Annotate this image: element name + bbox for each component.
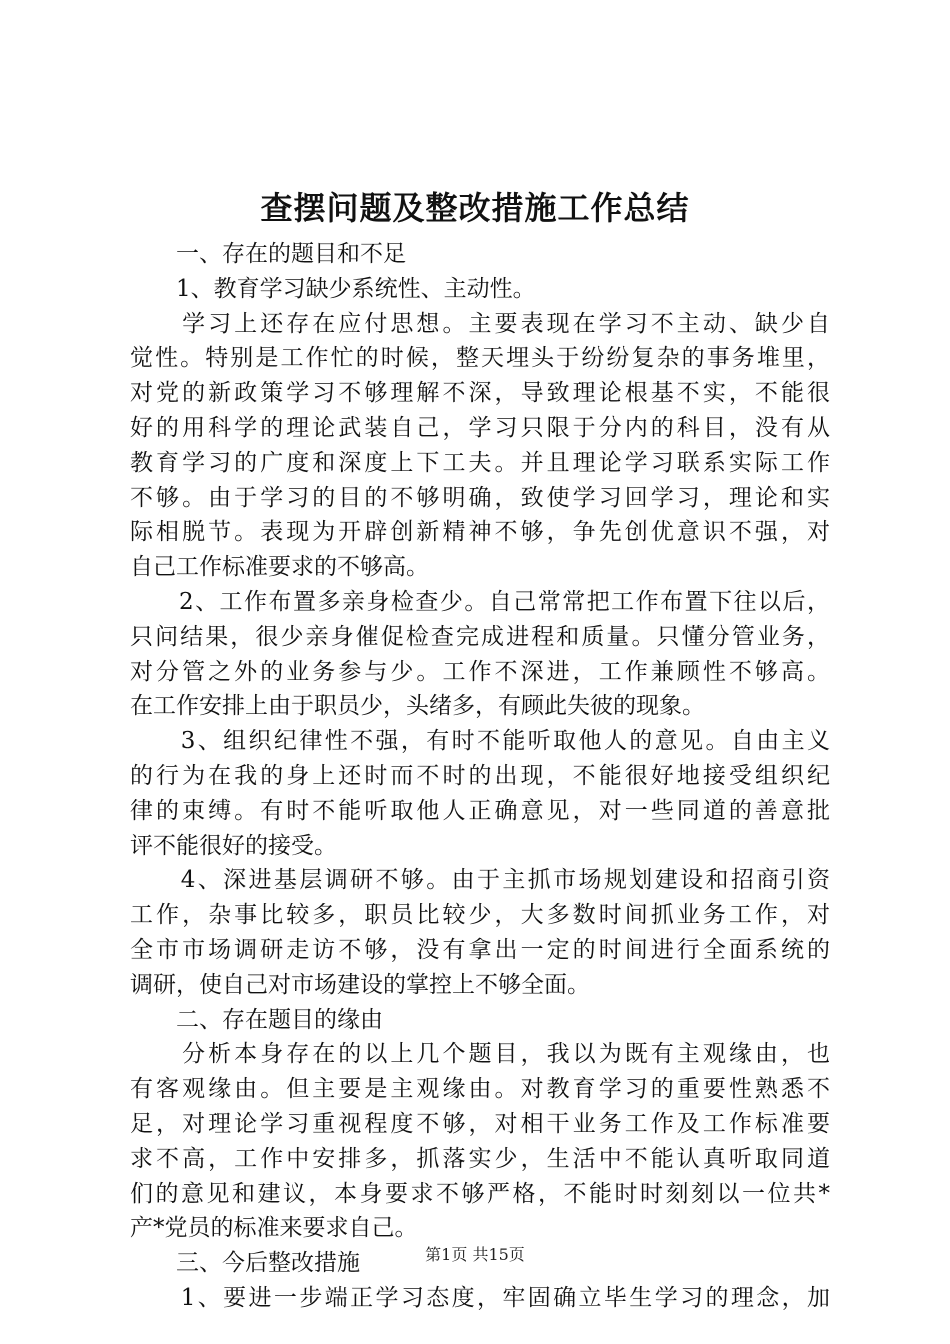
text-line: 产*党员的标准来要求自己。 (130, 1215, 418, 1242)
text-line: 律的束缚。有时不能听取他人正确意见，对一些同道的善意批 (130, 797, 830, 824)
text-line: 觉性。特别是工作忙的时候，整天埋头于纷纷复杂的事务堆里， (130, 345, 830, 372)
text-line: 三、今后整改措施 (130, 1250, 360, 1277)
text-line: 自己工作标准要求的不够高。 (130, 554, 429, 581)
text-line: 全市市场调研走访不够，没有拿出一定的时间进行全面系统的 (130, 936, 830, 963)
text-line: 2、工作布置多亲身检查少。自己常常把工作布置下往以后， (130, 588, 830, 615)
text-line: 在工作安排上由于职员少，头绪多，有顾此失彼的现象。 (130, 693, 705, 720)
text-line: 对党的新政策学习不够理解不深，导致理论根基不实，不能很 (130, 380, 830, 407)
text-line: 求不高，工作中安排多，抓落实少，生活中不能认真听取同道 (130, 1145, 830, 1172)
document-body (130, 237, 830, 1316)
text-line: 评不能很好的接受。 (130, 832, 337, 859)
text-line: 足，对理论学习重视程度不够，对相干业务工作及工作标准要 (130, 1110, 830, 1137)
text-line: 工作，杂事比较多，职员比较少，大多数时间抓业务工作，对 (130, 902, 830, 929)
text-line: 学习上还存在应付思想。主要表现在学习不主动、缺少自 (130, 310, 830, 337)
text-line: 对分管之外的业务参与少。工作不深进，工作兼顾性不够高。 (130, 658, 830, 685)
text-line: 有客观缘由。但主要是主观缘由。对教育学习的重要性熟悉不 (130, 1076, 830, 1103)
page-footer: 第1页 共15页 (425, 1245, 525, 1264)
text-line: 二、存在题目的缘由 (130, 1006, 383, 1033)
text-line: 们的意见和建议，本身要求不够严格，不能时时刻刻以一位共* (130, 1180, 830, 1207)
text-line: 好的用科学的理论武装自己，学习只限于分内的科目，没有从 (130, 414, 830, 441)
text-line: 不够。由于学习的目的不够明确，致使学习回学习，理论和实 (130, 484, 830, 511)
text-line: 3、组织纪律性不强，有时不能听取他人的意见。自由主义 (130, 728, 830, 755)
text-line: 只问结果，很少亲身催促检查完成进程和质量。只懂分管业务， (130, 623, 830, 650)
text-line: 调研，使自己对市场建设的掌控上不够全面。 (130, 971, 590, 998)
text-line: 分析本身存在的以上几个题目，我以为既有主观缘由，也 (130, 1041, 830, 1068)
text-line: 1、要进一步端正学习态度，牢固确立毕生学习的理念，加 (130, 1284, 830, 1311)
text-line: 的行为在我的身上还时而不时的出现，不能很好地接受组织纪 (130, 762, 830, 789)
document-title: 查摆问题及整改措施工作总结 (260, 189, 690, 227)
text-line: 4、深进基层调研不够。由于主抓市场规划建设和招商引资 (130, 867, 830, 894)
text-line: 教育学习的广度和深度上下工夫。并且理论学习联系实际工作 (130, 449, 830, 476)
text-line: 一、存在的题目和不足 (130, 241, 406, 267)
text-line: 际相脱节。表现为开辟创新精神不够，争先创优意识不强，对 (130, 519, 830, 546)
text-line: 1、教育学习缺少系统性、主动性。 (130, 275, 536, 302)
